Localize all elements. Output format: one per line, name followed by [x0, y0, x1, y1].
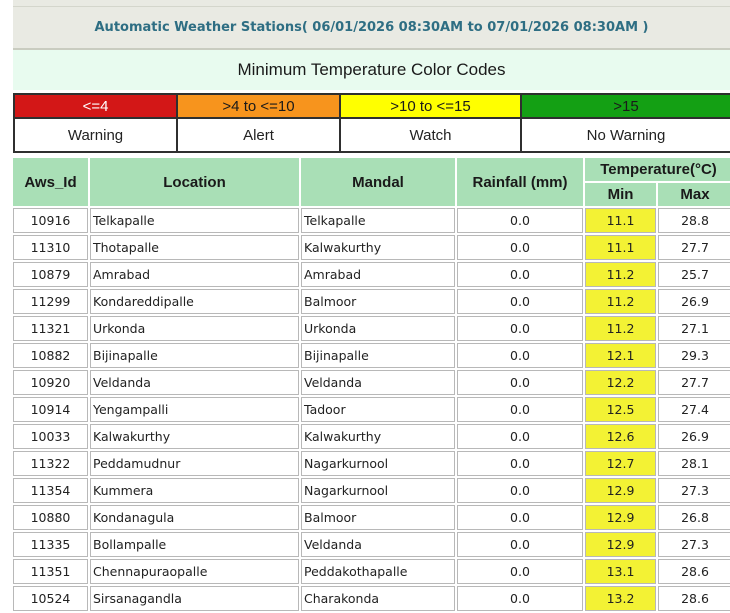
cell-max-temp: 26.8: [658, 505, 730, 530]
cell-aws-id: 11322: [13, 451, 88, 476]
code-label-watch: Watch: [340, 118, 521, 152]
cell-mandal: Balmoor: [301, 505, 455, 530]
cell-rainfall: 0.0: [457, 316, 583, 341]
cell-max-temp: 27.3: [658, 478, 730, 503]
cell-aws-id: 10920: [13, 370, 88, 395]
color-codes-legend: [13, 93, 730, 153]
cell-min-temp: 12.2: [585, 370, 656, 395]
table-row: [13, 370, 730, 395]
table-row: [13, 343, 730, 368]
cell-location: Sirsanagandla: [90, 586, 299, 611]
cell-mandal: Kalwakurthy: [301, 424, 455, 449]
cell-mandal: Veldanda: [301, 370, 455, 395]
cell-location: Kummera: [90, 478, 299, 503]
cell-location: Veldanda: [90, 370, 299, 395]
cell-mandal: Urkonda: [301, 316, 455, 341]
code-range-no-warning: >15: [521, 94, 730, 118]
cell-rainfall: 0.0: [457, 208, 583, 233]
cell-location: Urkonda: [90, 316, 299, 341]
header-rainfall: Rainfall (mm): [457, 158, 583, 206]
cell-max-temp: 27.3: [658, 532, 730, 557]
cell-max-temp: 26.9: [658, 424, 730, 449]
table-row: [13, 397, 730, 422]
cell-max-temp: 28.8: [658, 208, 730, 233]
cell-aws-id: 10880: [13, 505, 88, 530]
cell-rainfall: 0.0: [457, 370, 583, 395]
cell-mandal: Amrabad: [301, 262, 455, 287]
cell-max-temp: 29.3: [658, 343, 730, 368]
cell-min-temp: 12.9: [585, 505, 656, 530]
header-location: Location: [90, 158, 299, 206]
cell-min-temp: 12.5: [585, 397, 656, 422]
cell-min-temp: 11.1: [585, 208, 656, 233]
table-row: [13, 235, 730, 260]
cell-mandal: Balmoor: [301, 289, 455, 314]
header-max: Max: [658, 183, 730, 206]
header-min: Min: [585, 183, 656, 206]
cell-min-temp: 12.6: [585, 424, 656, 449]
cell-aws-id: 11335: [13, 532, 88, 557]
cell-mandal: Peddakothapalle: [301, 559, 455, 584]
cell-min-temp: 12.9: [585, 478, 656, 503]
cell-location: Amrabad: [90, 262, 299, 287]
cell-max-temp: 28.6: [658, 586, 730, 611]
code-label-warning: Warning: [14, 118, 177, 152]
table-row: [13, 208, 730, 233]
header-aws-id: Aws_Id: [13, 158, 88, 206]
cell-max-temp: 28.1: [658, 451, 730, 476]
cell-aws-id: 10914: [13, 397, 88, 422]
cell-mandal: Tadoor: [301, 397, 455, 422]
cell-location: Thotapalle: [90, 235, 299, 260]
cell-rainfall: 0.0: [457, 532, 583, 557]
cell-rainfall: 0.0: [457, 235, 583, 260]
cell-min-temp: 13.2: [585, 586, 656, 611]
table-row: [13, 532, 730, 557]
cell-mandal: Bijinapalle: [301, 343, 455, 368]
cell-aws-id: 10882: [13, 343, 88, 368]
table-row: [13, 262, 730, 287]
cell-rainfall: 0.0: [457, 424, 583, 449]
cell-min-temp: 12.1: [585, 343, 656, 368]
cell-aws-id: 10524: [13, 586, 88, 611]
cell-max-temp: 28.6: [658, 559, 730, 584]
code-range-alert: >4 to <=10: [177, 94, 340, 118]
cell-aws-id: 10879: [13, 262, 88, 287]
cell-min-temp: 11.2: [585, 316, 656, 341]
table-row: [13, 478, 730, 503]
cell-aws-id: 10916: [13, 208, 88, 233]
cell-min-temp: 13.1: [585, 559, 656, 584]
cell-location: Kondareddipalle: [90, 289, 299, 314]
table-row: [13, 424, 730, 449]
cell-aws-id: 10033: [13, 424, 88, 449]
cell-aws-id: 11354: [13, 478, 88, 503]
code-range-watch: >10 to <=15: [340, 94, 521, 118]
table-row: [13, 289, 730, 314]
cell-mandal: Charakonda: [301, 586, 455, 611]
cell-max-temp: 27.1: [658, 316, 730, 341]
table-row: [13, 505, 730, 530]
cell-rainfall: 0.0: [457, 478, 583, 503]
cell-location: Telkapalle: [90, 208, 299, 233]
table-row: [13, 586, 730, 611]
cell-min-temp: 11.2: [585, 289, 656, 314]
cell-location: Bollampalle: [90, 532, 299, 557]
cell-aws-id: 11310: [13, 235, 88, 260]
cell-mandal: Veldanda: [301, 532, 455, 557]
table-row: [13, 451, 730, 476]
cell-aws-id: 11321: [13, 316, 88, 341]
code-label-alert: Alert: [177, 118, 340, 152]
cell-rainfall: 0.0: [457, 505, 583, 530]
table-row: [13, 316, 730, 341]
page-title: Automatic Weather Stations( 06/01/2026 08:30AM to 07/01/2026 08:30AM ): [13, 6, 730, 50]
cell-min-temp: 12.7: [585, 451, 656, 476]
cell-mandal: Nagarkurnool: [301, 451, 455, 476]
cell-rainfall: 0.0: [457, 289, 583, 314]
cell-max-temp: 26.9: [658, 289, 730, 314]
cell-rainfall: 0.0: [457, 343, 583, 368]
cell-mandal: Telkapalle: [301, 208, 455, 233]
cell-rainfall: 0.0: [457, 262, 583, 287]
cell-max-temp: 27.4: [658, 397, 730, 422]
cell-min-temp: 11.2: [585, 262, 656, 287]
cell-location: Chennapuraopalle: [90, 559, 299, 584]
cell-mandal: Kalwakurthy: [301, 235, 455, 260]
cell-location: Peddamudnur: [90, 451, 299, 476]
cell-rainfall: 0.0: [457, 559, 583, 584]
cell-mandal: Nagarkurnool: [301, 478, 455, 503]
cell-min-temp: 11.1: [585, 235, 656, 260]
cell-rainfall: 0.0: [457, 451, 583, 476]
header-temperature: Temperature(°C): [585, 158, 730, 181]
cell-max-temp: 25.7: [658, 262, 730, 287]
cell-rainfall: 0.0: [457, 586, 583, 611]
cell-min-temp: 12.9: [585, 532, 656, 557]
cell-location: Bijinapalle: [90, 343, 299, 368]
color-codes-title: Minimum Temperature Color Codes: [13, 50, 730, 90]
header-mandal: Mandal: [301, 158, 455, 206]
table-row: [13, 559, 730, 584]
code-range-warning: <=4: [14, 94, 177, 118]
stations-table: [13, 156, 730, 613]
cell-location: Yengampalli: [90, 397, 299, 422]
cell-location: Kondanagula: [90, 505, 299, 530]
cell-aws-id: 11299: [13, 289, 88, 314]
cell-rainfall: 0.0: [457, 397, 583, 422]
cell-max-temp: 27.7: [658, 235, 730, 260]
cell-location: Kalwakurthy: [90, 424, 299, 449]
code-label-no-warning: No Warning: [521, 118, 730, 152]
cell-aws-id: 11351: [13, 559, 88, 584]
cell-max-temp: 27.7: [658, 370, 730, 395]
